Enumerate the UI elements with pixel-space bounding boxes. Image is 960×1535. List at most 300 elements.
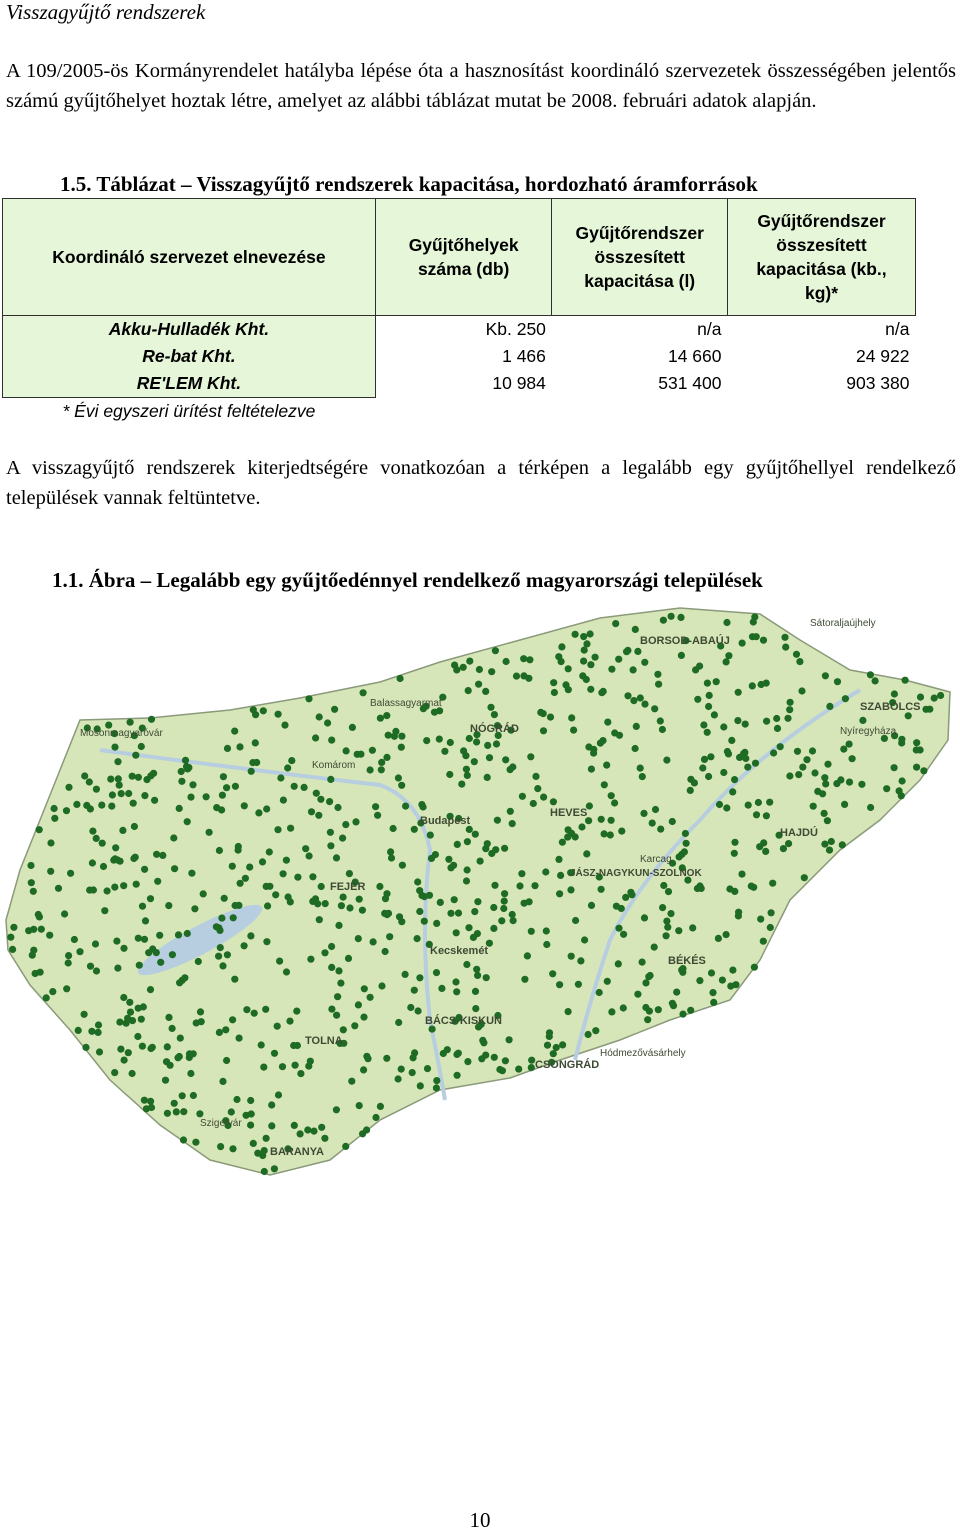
collection-point-dot [331, 706, 338, 713]
collection-point-dot [824, 817, 831, 824]
collection-point-dot [175, 931, 182, 938]
collection-point-dot [524, 952, 531, 959]
collection-point-dot [424, 1065, 431, 1072]
collection-point-dot [473, 738, 480, 745]
collection-point-dot [179, 1092, 186, 1099]
collection-point-dot [229, 863, 236, 870]
collection-point-dot [355, 1001, 362, 1008]
collection-point-dot [149, 1044, 156, 1051]
collection-point-dot [418, 801, 425, 808]
collection-point-dot [276, 958, 283, 965]
collection-point-dot [913, 764, 920, 771]
collection-point-dot [423, 737, 430, 744]
collection-point-dot [713, 678, 720, 685]
collection-point-dot [540, 710, 547, 717]
collection-point-dot [357, 751, 364, 758]
collection-point-dot [187, 794, 194, 801]
collection-point-dot [388, 854, 395, 861]
collection-point-dot [810, 803, 817, 810]
collection-point-dot [463, 877, 470, 884]
collection-point-dot [701, 756, 708, 763]
collection-point-dot [462, 752, 469, 759]
collection-point-dot [484, 774, 491, 781]
collection-point-dot [321, 949, 328, 956]
collection-point-dot [604, 719, 611, 726]
collection-point-dot [809, 747, 816, 754]
collection-point-dot [438, 985, 445, 992]
collection-point-dot [551, 689, 558, 696]
collection-point-dot [262, 1006, 269, 1013]
collection-point-dot [162, 1077, 169, 1084]
collection-point-dot [433, 1077, 440, 1084]
collection-point-dot [180, 1108, 187, 1115]
collection-point-dot [308, 808, 315, 815]
collection-point-dot [266, 848, 273, 855]
collection-point-dot [271, 1050, 278, 1057]
collection-point-dot [777, 743, 784, 750]
collection-point-dot [786, 772, 793, 779]
page-number: 10 [469, 1508, 491, 1532]
collection-point-dot [339, 835, 346, 842]
collection-point-dot [224, 951, 231, 958]
collection-point-dot [206, 829, 213, 836]
collection-point-dot [250, 706, 257, 713]
collection-point-dot [640, 810, 647, 817]
map-label: Nyíregyháza [840, 726, 897, 737]
collection-point-dot [395, 1075, 402, 1082]
collection-point-dot [359, 907, 366, 914]
collection-point-dot [247, 1097, 254, 1104]
collection-point-dot [192, 1139, 199, 1146]
collection-point-dot [431, 709, 438, 716]
collection-point-dot [784, 715, 791, 722]
collection-point-dot [139, 1043, 146, 1050]
collection-point-dot [76, 948, 83, 955]
collection-point-dot [38, 926, 45, 933]
collection-point-dot [547, 714, 554, 721]
collection-point-dot [327, 829, 334, 836]
collection-point-dot [314, 900, 321, 907]
collection-point-dot [859, 717, 866, 724]
collection-point-dot [383, 754, 390, 761]
collection-point-dot [55, 885, 62, 892]
collection-point-dot [451, 896, 458, 903]
collection-point-dot [275, 711, 282, 718]
collection-point-dot [398, 1066, 405, 1073]
collection-point-dot [506, 1036, 513, 1043]
collection-point-dot [475, 681, 482, 688]
collection-point-dot [581, 647, 588, 654]
collection-point-dot [550, 679, 557, 686]
capacity-kg-value: 24 922 [855, 346, 910, 366]
collection-point-dot [398, 744, 405, 751]
collection-point-dot [501, 898, 508, 905]
collection-point-dot [441, 748, 448, 755]
collection-point-dot [154, 878, 161, 885]
collection-point-dot [421, 918, 428, 925]
collection-point-dot [728, 737, 735, 744]
collection-point-dot [720, 769, 727, 776]
collection-point-dot [647, 972, 654, 979]
collection-point-dot [937, 692, 944, 699]
collection-point-dot [694, 696, 701, 703]
collection-point-dot [427, 832, 434, 839]
collection-point-dot [173, 1108, 180, 1115]
collection-point-dot [608, 1008, 615, 1015]
capacity-kg-value: 903 380 [846, 373, 910, 394]
collection-point-dot [858, 781, 865, 788]
table-caption: 1.5. Táblázat – Visszagyűjtő rendszerek kapacitása, hordozható áramforrások [60, 172, 758, 196]
collection-point-dot [108, 803, 115, 810]
collection-point-dot [150, 770, 157, 777]
collection-point-dot [141, 1097, 148, 1104]
collection-point-dot [328, 943, 335, 950]
collection-point-dot [734, 717, 741, 724]
collection-point-dot [867, 671, 874, 678]
collection-point-dot [460, 664, 467, 671]
collection-point-dot [157, 959, 164, 966]
collection-point-dot [716, 801, 723, 808]
collection-point-dot [487, 704, 494, 711]
collection-point-dot [651, 944, 658, 951]
collection-point-dot [178, 768, 185, 775]
collection-point-dot [188, 870, 195, 877]
collection-point-dot [731, 776, 738, 783]
collection-point-dot [31, 970, 38, 977]
collection-point-dot [349, 724, 356, 731]
collection-point-dot [340, 1026, 347, 1033]
collection-point-dot [482, 688, 489, 695]
collection-point-dot [377, 1103, 384, 1110]
collection-point-dot [794, 748, 801, 755]
map-label: SZABOLCS [860, 701, 921, 713]
collection-point-dot [49, 988, 56, 995]
collection-point-dot [735, 689, 742, 696]
collection-point-dot [291, 1122, 298, 1129]
collection-point-dot [318, 883, 325, 890]
collection-point-dot [445, 856, 452, 863]
collection-point-dot [264, 902, 271, 909]
collection-point-dot [133, 881, 140, 888]
collection-point-dot [399, 862, 406, 869]
collection-point-dot [286, 1018, 293, 1025]
collection-point-dot [148, 716, 155, 723]
collection-point-dot [478, 1055, 485, 1062]
collection-point-dot [883, 785, 890, 792]
collection-point-dot [913, 746, 920, 753]
collection-point-dot [156, 932, 163, 939]
collection-point-dot [184, 818, 191, 825]
collection-point-dot [134, 1033, 141, 1040]
collection-point-dot [729, 967, 736, 974]
collection-point-dot [465, 687, 472, 694]
collection-point-dot [723, 658, 730, 665]
collection-point-dot [642, 1004, 649, 1011]
collection-point-dot [87, 963, 94, 970]
map-label: Szigetvár [200, 1118, 242, 1129]
collection-point-dot [755, 799, 762, 806]
collection-point-dot [283, 857, 290, 864]
collection-point-dot [367, 766, 374, 773]
collection-point-dot [568, 714, 575, 721]
collection-point-dot [465, 924, 472, 931]
collection-point-dot [521, 900, 528, 907]
collection-point-dot [474, 898, 481, 905]
collection-point-dot [426, 892, 433, 899]
collection-point-dot [169, 1025, 176, 1032]
collection-point-dot [114, 856, 121, 863]
collection-point-dot [575, 981, 582, 988]
collection-point-dot [86, 887, 93, 894]
collection-point-dot [411, 826, 418, 833]
collection-point-dot [275, 1091, 282, 1098]
collection-point-dot [604, 978, 611, 985]
collection-point-dot [528, 928, 535, 935]
collection-point-dot [9, 946, 16, 953]
collection-point-dot [402, 803, 409, 810]
collection-point-dot [520, 672, 527, 679]
collection-point-dot [767, 924, 774, 931]
collection-point-dot [109, 791, 116, 798]
collection-point-dot [111, 744, 118, 751]
collection-point-dot [224, 745, 231, 752]
capacity-liters-value: 14 660 [667, 346, 722, 366]
collection-point-dot [507, 808, 514, 815]
collection-point-dot [235, 847, 242, 854]
collection-point-dot [127, 719, 134, 726]
collection-point-dot [665, 888, 672, 895]
collection-point-dot [219, 792, 226, 799]
collection-point-dot [572, 631, 579, 638]
collection-point-dot [36, 826, 43, 833]
collection-point-dot [135, 774, 142, 781]
collection-point-dot [89, 859, 96, 866]
collection-point-dot [416, 974, 423, 981]
collection-point-dot [723, 619, 730, 626]
collection-point-dot [846, 741, 853, 748]
collection-point-dot [367, 994, 374, 1001]
collection-point-dot [821, 810, 828, 817]
collection-point-dot [141, 792, 148, 799]
collection-point-dot [328, 1006, 335, 1013]
collection-point-dot [351, 1022, 358, 1029]
collection-point-dot [565, 826, 572, 833]
map-label: HEVES [550, 807, 588, 819]
collection-point-dot [10, 924, 17, 931]
collection-point-dot [114, 965, 121, 972]
collection-point-dot [116, 1019, 123, 1026]
collection-point-dot [673, 989, 680, 996]
collection-point-dot [279, 1063, 286, 1070]
collection-point-dot [82, 1044, 89, 1051]
collection-point-dot [611, 799, 618, 806]
collection-point-dot [131, 823, 138, 830]
collection-point-dot [555, 653, 562, 660]
collection-point-dot [774, 725, 781, 732]
collection-point-dot [663, 932, 670, 939]
collection-point-dot [63, 807, 70, 814]
collection-point-dot [577, 957, 584, 964]
collection-point-dot [93, 967, 100, 974]
collection-point-dot [174, 1054, 181, 1061]
collection-point-dot [124, 1015, 131, 1022]
collection-point-dot [203, 793, 210, 800]
collection-point-dot [197, 1008, 204, 1015]
collection-point-dot [387, 848, 394, 855]
collection-point-dot [687, 787, 694, 794]
collection-point-dot [71, 936, 78, 943]
collection-point-dot [195, 958, 202, 965]
collection-point-dot [284, 764, 291, 771]
collection-point-dot [411, 1049, 418, 1056]
collection-point-dot [657, 826, 664, 833]
collection-point-dot [101, 907, 108, 914]
collection-point-dot [251, 1010, 258, 1017]
collection-point-dot [191, 905, 198, 912]
collection-point-dot [773, 715, 780, 722]
collection-point-dot [902, 677, 909, 684]
collection-point-dot [43, 994, 50, 1001]
collection-point-dot [81, 772, 88, 779]
collection-point-dot [417, 1082, 424, 1089]
collection-point-dot [306, 852, 313, 859]
collection-point-dot [664, 924, 671, 931]
collection-point-dot [395, 1019, 402, 1026]
collection-point-dot [230, 914, 237, 921]
collection-point-dot [696, 663, 703, 670]
collection-point-dot [242, 875, 249, 882]
collection-point-dot [763, 718, 770, 725]
collection-point-dot [668, 613, 675, 620]
collection-point-dot [527, 753, 534, 760]
table-row [3, 370, 916, 398]
collection-point-dot [757, 916, 764, 923]
collection-point-dot [637, 765, 644, 772]
collection-point-dot [305, 695, 312, 702]
collection-point-dot [360, 1066, 367, 1073]
collection-point-dot [271, 1165, 278, 1172]
map-label: Mosonmagyaróvár [80, 728, 163, 739]
collection-point-dot [781, 634, 788, 641]
collection-point-dot [501, 890, 508, 897]
collection-point-dot [335, 922, 342, 929]
collection-points-value: Kb. 250 [485, 319, 546, 339]
collection-point-dot [233, 1096, 240, 1103]
collection-point-dot [196, 1110, 203, 1117]
collection-point-dot [237, 880, 244, 887]
collection-point-dot [736, 754, 743, 761]
collection-point-dot [316, 713, 323, 720]
figure-caption: 1.1. Ábra – Legalább egy gyűjtőedénnyel rendelkező magyarországi települések [52, 568, 763, 592]
collection-point-dot [309, 873, 316, 880]
map-label: Balassagyarmat [370, 698, 442, 709]
collection-point-dot [141, 936, 148, 943]
collection-point-dot [67, 870, 74, 877]
collection-point-dot [660, 882, 667, 889]
collection-point-dot [483, 974, 490, 981]
collection-point-dot [550, 798, 557, 805]
collection-point-dot [534, 785, 541, 792]
collection-point-dot [260, 707, 267, 714]
collection-point-dot [274, 1023, 281, 1030]
collection-point-dot [261, 1147, 268, 1154]
collection-point-dot [274, 826, 281, 833]
collection-point-dot [587, 630, 594, 637]
collection-point-dot [667, 910, 674, 917]
collection-point-dot [509, 820, 516, 827]
collection-point-dot [723, 804, 730, 811]
collection-point-dot [220, 773, 227, 780]
collection-point-dot [343, 747, 350, 754]
collection-point-dot [333, 1106, 340, 1113]
collection-point-dot [687, 776, 694, 783]
collection-point-dot [580, 633, 587, 640]
collection-point-dot [99, 840, 106, 847]
collection-point-dot [615, 656, 622, 663]
collection-point-dot [248, 768, 255, 775]
collection-point-dot [583, 640, 590, 647]
collection-point-dot [704, 680, 711, 687]
collection-point-dot [142, 917, 149, 924]
collection-point-dot [111, 1069, 118, 1076]
collection-point-dot [644, 1016, 651, 1023]
collection-point-dot [287, 825, 294, 832]
collection-point-dot [187, 1070, 194, 1077]
collection-point-dot [507, 766, 514, 773]
collection-point-dot [372, 1114, 379, 1121]
collection-point-dot [378, 766, 385, 773]
collection-point-dot [891, 764, 898, 771]
collection-point-dot [742, 755, 749, 762]
collection-point-dot [247, 932, 254, 939]
collection-point-dot [568, 953, 575, 960]
collection-point-dot [729, 788, 736, 795]
collection-point-dot [260, 1064, 267, 1071]
collection-point-dot [598, 816, 605, 823]
collection-point-dot [125, 1049, 132, 1056]
collection-point-dot [583, 676, 590, 683]
collection-point-dot [696, 882, 703, 889]
collection-point-dot [89, 828, 96, 835]
collection-point-dot [515, 1066, 522, 1073]
collection-point-dot [659, 904, 666, 911]
collection-point-dot [917, 694, 924, 701]
collection-point-dot [803, 756, 810, 763]
collection-point-dot [872, 677, 879, 684]
collection-point-dot [111, 884, 118, 891]
collection-point-dot [655, 681, 662, 688]
collection-point-dot [822, 780, 829, 787]
collection-point-dot [25, 927, 32, 934]
collection-point-dot [669, 818, 676, 825]
collection-point-dot [184, 765, 191, 772]
collection-point-dot [473, 966, 480, 973]
collection-point-dot [182, 757, 189, 764]
map-description-paragraph: A visszagyűjtő rendszerek kiterjedtségére vonatkozóan a térképen a legalább egy gyűjtőhellyel rendelkező települések vannak feltüntetve. [6, 457, 956, 509]
collection-point-dot [397, 675, 404, 682]
collection-point-dot [769, 880, 776, 887]
collection-point-dot [837, 776, 844, 783]
collection-point-dot [543, 927, 550, 934]
collection-point-dot [307, 1058, 314, 1065]
collection-point-dot [891, 690, 898, 697]
collection-point-dot [620, 1004, 627, 1011]
collection-point-dot [496, 1066, 503, 1073]
collection-point-dot [567, 886, 574, 893]
collection-point-dot [143, 776, 150, 783]
collection-point-dot [618, 828, 625, 835]
capacity-liters-value: 531 400 [658, 373, 722, 394]
